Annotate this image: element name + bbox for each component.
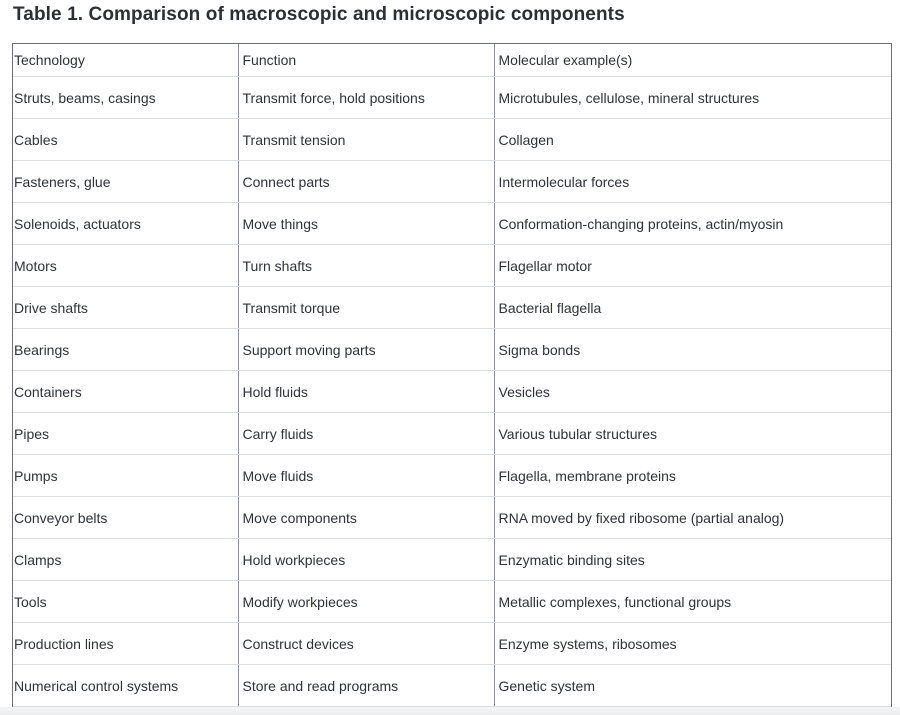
- cell-technology: Struts, beams, casings: [13, 77, 238, 119]
- cell-molecular-example: Flagella, membrane proteins: [494, 455, 891, 497]
- cell-function: Move things: [238, 203, 494, 245]
- header-molecular-examples: Molecular example(s): [494, 44, 891, 77]
- cell-molecular-example: Enzymatic binding sites: [494, 539, 891, 581]
- table-row: [13, 581, 891, 623]
- cell-technology: Containers: [13, 371, 238, 413]
- cell-function: Carry fluids: [238, 413, 494, 455]
- page-bottom-edge: [0, 707, 900, 715]
- header-row: [13, 44, 891, 77]
- table-row: [13, 665, 891, 707]
- cell-function: Transmit tension: [238, 119, 494, 161]
- cell-technology: Cables: [13, 119, 238, 161]
- cell-molecular-example: Conformation-changing proteins, actin/myosin: [494, 203, 891, 245]
- comparison-table: [13, 44, 891, 707]
- cell-technology: Numerical control systems: [13, 665, 238, 707]
- table-row: [13, 77, 891, 119]
- cell-technology: Fasteners, glue: [13, 161, 238, 203]
- table-row: [13, 245, 891, 287]
- cell-function: Store and read programs: [238, 665, 494, 707]
- table-row: [13, 371, 891, 413]
- cell-molecular-example: Collagen: [494, 119, 891, 161]
- cell-molecular-example: Various tubular structures: [494, 413, 891, 455]
- cell-function: Transmit torque: [238, 287, 494, 329]
- cell-technology: Motors: [13, 245, 238, 287]
- table-row: [13, 413, 891, 455]
- cell-molecular-example: Sigma bonds: [494, 329, 891, 371]
- table-row: [13, 119, 891, 161]
- table-body: [13, 77, 891, 707]
- table-row: [13, 539, 891, 581]
- cell-technology: Clamps: [13, 539, 238, 581]
- table-row: [13, 203, 891, 245]
- cell-technology: Pumps: [13, 455, 238, 497]
- header-function: Function: [238, 44, 494, 77]
- cell-technology: Production lines: [13, 623, 238, 665]
- table-caption: Table 1. Comparison of macroscopic and microscopic components: [13, 4, 625, 25]
- cell-function: Hold workpieces: [238, 539, 494, 581]
- cell-molecular-example: RNA moved by fixed ribosome (partial analog): [494, 497, 891, 539]
- cell-technology: Pipes: [13, 413, 238, 455]
- cell-technology: Conveyor belts: [13, 497, 238, 539]
- cell-function: Transmit force, hold positions: [238, 77, 494, 119]
- cell-molecular-example: Enzyme systems, ribosomes: [494, 623, 891, 665]
- cell-molecular-example: Vesicles: [494, 371, 891, 413]
- table-header: [13, 44, 891, 77]
- cell-function: Construct devices: [238, 623, 494, 665]
- cell-function: Connect parts: [238, 161, 494, 203]
- table-row: [13, 161, 891, 203]
- table-row: [13, 287, 891, 329]
- cell-technology: Drive shafts: [13, 287, 238, 329]
- cell-technology: Tools: [13, 581, 238, 623]
- table-row: [13, 329, 891, 371]
- cell-function: Support moving parts: [238, 329, 494, 371]
- cell-technology: Bearings: [13, 329, 238, 371]
- table-row: [13, 497, 891, 539]
- cell-molecular-example: Genetic system: [494, 665, 891, 707]
- cell-technology: Solenoids, actuators: [13, 203, 238, 245]
- cell-function: Move fluids: [238, 455, 494, 497]
- cell-function: Move components: [238, 497, 494, 539]
- cell-function: Turn shafts: [238, 245, 494, 287]
- cell-function: Modify workpieces: [238, 581, 494, 623]
- cell-molecular-example: Microtubules, cellulose, mineral structures: [494, 77, 891, 119]
- cell-molecular-example: Bacterial flagella: [494, 287, 891, 329]
- table-row: [13, 623, 891, 665]
- cell-molecular-example: Metallic complexes, functional groups: [494, 581, 891, 623]
- table-row: [13, 455, 891, 497]
- cell-molecular-example: Flagellar motor: [494, 245, 891, 287]
- components-table: [12, 43, 892, 708]
- header-technology: Technology: [13, 44, 238, 77]
- cell-function: Hold fluids: [238, 371, 494, 413]
- cell-molecular-example: Intermolecular forces: [494, 161, 891, 203]
